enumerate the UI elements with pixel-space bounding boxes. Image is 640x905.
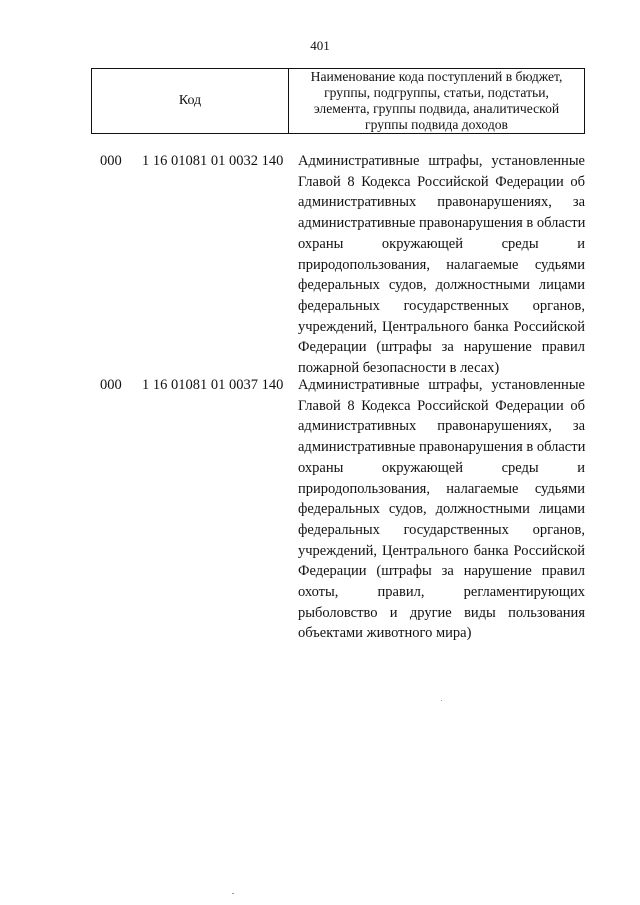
description-line: федеральных судов, должностными лицами <box>298 501 585 518</box>
scan-speck <box>441 700 442 701</box>
page-number: 401 <box>310 38 330 53</box>
income-description <box>298 151 585 379</box>
description-line: Федерации (штрафы за нарушение правил <box>298 339 585 356</box>
admin-code: 000 <box>100 153 122 169</box>
description-line: федеральных судов, должностными лицами <box>298 277 585 294</box>
scan-speck <box>232 893 234 894</box>
description-line: Главой 8 Кодекса Российской Федерации об <box>298 173 585 190</box>
header-code-label: Код <box>178 93 202 108</box>
description-line: природопользования, налагаемые судьями <box>298 256 585 273</box>
description-line: административных правонарушениях, за <box>298 194 585 211</box>
description-line: федеральных государственных органов, <box>298 297 585 314</box>
header-code-column <box>92 69 289 133</box>
income-code: 1 16 01081 01 0032 140 <box>142 153 284 169</box>
description-line: Главой 8 Кодекса Российской Федерации об <box>298 397 585 414</box>
description-line: рыболовство и другие виды пользования <box>298 604 585 621</box>
description-line: Административные штрафы, установленные <box>298 377 585 393</box>
description-line: административных правонарушениях, за <box>298 418 585 435</box>
header-name-label <box>311 69 563 133</box>
description-line: охраны окружающей среды и <box>298 459 585 476</box>
description-line: учреждений, Центрального банка Российской <box>298 542 585 559</box>
header-name-line: Наименование кода поступлений в бюджет, <box>310 69 563 84</box>
description-line: Административные штрафы, установленные <box>298 153 585 169</box>
description-line: пожарной безопасности в лесах) <box>298 360 500 377</box>
income-code: 1 16 01081 01 0037 140 <box>142 377 284 393</box>
description-line: административные правонарушения в области <box>298 439 586 456</box>
description-line: природопользования, налагаемые судьями <box>298 480 585 497</box>
description-line: охоты, правил, регламентирующих <box>298 584 585 601</box>
description-line: охраны окружающей среды и <box>298 235 585 252</box>
income-description <box>298 375 585 644</box>
admin-code: 000 <box>100 377 122 393</box>
header-name-line: группы подвида доходов <box>365 117 508 132</box>
table-header <box>91 68 585 134</box>
description-line: Федерации (штрафы за нарушение правил <box>298 563 585 580</box>
description-line: объектами животного мира) <box>298 625 472 642</box>
header-name-column <box>289 69 584 133</box>
description-line: учреждений, Центрального банка Российской <box>298 318 585 335</box>
description-line: федеральных государственных органов, <box>298 521 585 538</box>
header-name-line: элемента, группы подвида, аналитической <box>313 101 560 116</box>
description-line: административные правонарушения в области <box>298 215 586 232</box>
header-name-line: группы, подгруппы, статьи, подстатьи, <box>324 85 549 100</box>
